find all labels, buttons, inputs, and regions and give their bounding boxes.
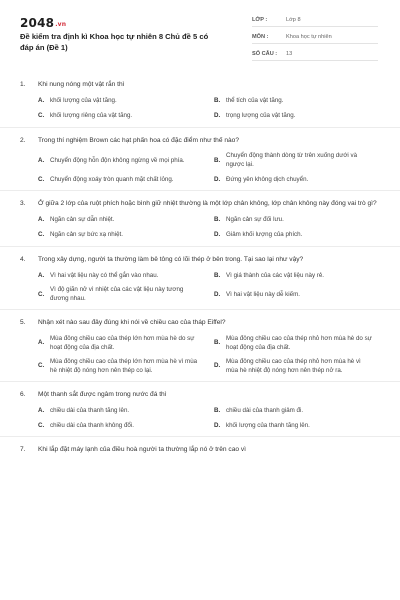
answer-option-c[interactable]	[38, 420, 204, 430]
option-text: Chuyển động xoáy tròn quanh mặt chất lỏng.	[50, 175, 174, 183]
meta-class-value: Lớp 8	[286, 17, 301, 23]
exam-meta	[252, 14, 378, 65]
option-letter: D.	[214, 290, 221, 298]
option-text: Vì độ giãn nở vì nhiệt của các vật liệu này tương đương nhau.	[50, 286, 184, 302]
question-number: 1.	[20, 81, 26, 88]
meta-class-label: LỚP :	[252, 17, 268, 23]
question-body: Một thanh sắt được ngâm trong nước đá thì	[38, 390, 167, 398]
option-letter: C.	[38, 290, 45, 298]
option-letter: C.	[38, 175, 45, 183]
answer-option-d[interactable]	[214, 230, 380, 240]
option-text: khối lượng của vật tăng.	[50, 97, 117, 104]
answer-option-a[interactable]	[38, 334, 204, 352]
option-text: khối lượng riêng của vật tăng.	[50, 112, 133, 119]
question-item	[0, 127, 400, 191]
meta-count-label: SỐ CÂU :	[252, 51, 278, 57]
question-number: 2.	[20, 136, 26, 144]
option-letter: D.	[214, 112, 221, 119]
question-number: 6.	[20, 390, 26, 398]
meta-subject-label: MÔN :	[252, 34, 269, 40]
answer-option-c[interactable]	[38, 174, 204, 184]
question-text	[20, 199, 380, 209]
option-letter: A.	[38, 97, 45, 104]
answer-options	[20, 215, 380, 240]
question-body: Trong xây dựng, người ta thường làm bê tông có lõi thép ở bên trong. Tại sao lại như vậy?	[38, 255, 304, 263]
option-text: Mùa đông chiều cao của thép lớn hơn mùa hè vì mùa hè nhiệt độ nóng hơn nên thép co lại.	[50, 357, 198, 374]
question-item	[0, 246, 400, 310]
option-letter: D.	[214, 231, 221, 238]
answer-options	[20, 270, 380, 303]
option-letter: A.	[38, 406, 45, 414]
exam-title: Đề kiểm tra định kì Khoa học tự nhiên 8 Chủ đề 5 có đáp án (Đề 1)	[20, 32, 209, 52]
option-letter: C.	[38, 421, 45, 429]
option-text: Vì hai vật liệu này có thể gắn vào nhau.	[50, 271, 159, 279]
answer-options	[20, 151, 380, 184]
option-letter: C.	[38, 231, 45, 238]
meta-class-row	[252, 14, 378, 27]
option-text: Chuyển động hỗn độn không ngừng về mọi phía.	[50, 156, 185, 164]
question-number: 5.	[20, 319, 26, 326]
answer-option-c[interactable]	[38, 285, 204, 303]
answer-option-a[interactable]	[38, 215, 204, 225]
answer-option-d[interactable]	[214, 285, 380, 303]
option-letter: A.	[38, 156, 45, 164]
page-header	[0, 0, 400, 72]
option-text: thể tích của vật tăng.	[226, 97, 284, 104]
meta-count-value: 13	[286, 51, 293, 57]
question-text	[20, 80, 380, 90]
answer-option-a[interactable]	[38, 151, 204, 169]
meta-count-row	[252, 48, 378, 61]
option-text: Vì giá thành của các vật liệu này rẻ.	[226, 271, 325, 279]
question-item	[0, 309, 400, 381]
question-body: Ở giữa 2 lớp của ruột phích hoặc bình giữ nhiệt thường là một lớp chân không, lớp chân không này đóng vai trò gì?	[38, 200, 377, 207]
answer-option-d[interactable]	[214, 111, 380, 121]
answer-option-d[interactable]	[214, 174, 380, 184]
answer-option-d[interactable]	[214, 357, 380, 375]
option-text: Mùa đông chiều cao của thép nhỏ hơn mùa hè do sự hoạt động của địa chất.	[226, 334, 372, 351]
option-text: chiều dài của thanh giảm đi.	[226, 406, 304, 414]
question-item	[0, 436, 400, 467]
meta-subject-value: Khoa học tự nhiên	[286, 34, 332, 40]
option-letter: B.	[214, 156, 221, 164]
question-text	[20, 318, 380, 328]
question-item	[0, 72, 400, 127]
answer-option-c[interactable]	[38, 111, 204, 121]
answer-option-d[interactable]	[214, 420, 380, 430]
question-number: 7.	[20, 446, 26, 453]
option-letter: A.	[38, 271, 45, 279]
option-text: Mùa đông chiều cao của thép nhỏ hơn mùa hè vì mùa hè nhiệt độ nóng hơn nên thép nở ra.	[226, 357, 361, 374]
question-body: Khi nung nóng một vật rắn thì	[38, 81, 125, 88]
meta-subject-row	[252, 31, 378, 44]
logo-text: 2048	[20, 16, 55, 30]
option-letter: B.	[214, 406, 221, 414]
option-letter: C.	[38, 362, 45, 369]
question-text	[20, 136, 380, 146]
option-text: Đứng yên không dịch chuyển.	[226, 175, 309, 183]
option-letter: B.	[214, 271, 221, 279]
answer-option-a[interactable]	[38, 96, 204, 106]
option-text: Giảm khối lượng của phích.	[226, 231, 303, 238]
answer-option-b[interactable]	[214, 215, 380, 225]
option-text: Ngăn cản sự dẫn nhiệt.	[50, 216, 115, 223]
question-body: Khi lắp đặt máy lạnh của điều hoà người ta thường lắp nó ở trên cao vì	[38, 446, 247, 453]
option-letter: D.	[214, 421, 221, 429]
question-item	[0, 381, 400, 437]
question-text	[20, 255, 380, 265]
answer-options	[20, 334, 380, 375]
answer-option-b[interactable]	[214, 151, 380, 169]
answer-option-c[interactable]	[38, 357, 204, 375]
logo-tld: .vn	[55, 21, 67, 28]
option-letter: D.	[214, 175, 221, 183]
option-text: khối lượng của thanh tăng lên.	[226, 421, 310, 429]
option-text: Vì hai vật liệu này dễ kiếm.	[226, 290, 300, 298]
answer-option-b[interactable]	[214, 96, 380, 106]
option-letter: A.	[38, 216, 45, 223]
answer-options	[20, 96, 380, 121]
answer-option-b[interactable]	[214, 270, 380, 280]
answer-options	[20, 405, 380, 430]
option-text: Chuyển động thành dòng từ trên xuống dưới và ngược lại.	[226, 152, 358, 168]
answer-option-b[interactable]	[214, 334, 380, 352]
answer-option-c[interactable]	[38, 230, 204, 240]
option-letter: D.	[214, 362, 221, 369]
question-number: 3.	[20, 200, 26, 207]
question-list	[0, 72, 400, 467]
option-letter: A.	[38, 339, 45, 346]
option-letter: B.	[214, 97, 221, 104]
question-item	[0, 190, 400, 246]
option-text: Mùa đông chiều cao của thép lớn hơn mùa hè do sự hoạt động của địa chất.	[50, 334, 195, 351]
option-text: trọng lượng của vật tăng.	[226, 112, 296, 119]
answer-option-b[interactable]	[214, 405, 380, 415]
site-logo[interactable]	[20, 16, 66, 30]
answer-option-a[interactable]	[38, 405, 204, 415]
option-text: Ngăn cản sự đối lưu.	[226, 216, 284, 223]
option-letter: C.	[38, 112, 45, 119]
option-text: chiều dài của thanh tăng lên.	[50, 406, 130, 414]
option-text: chiều dài của thanh không đổi.	[50, 421, 134, 429]
question-text	[20, 390, 380, 400]
option-letter: B.	[214, 216, 221, 223]
question-body: Nhận xét nào sau đây đúng khi nói về chiều cao của tháp Eiffel?	[38, 319, 226, 326]
answer-option-a[interactable]	[38, 270, 204, 280]
question-number: 4.	[20, 255, 26, 263]
question-body: Trong thí nghiệm Brown các hạt phấn hoa có đặc điểm như thế nào?	[38, 136, 240, 144]
option-letter: B.	[214, 339, 221, 346]
question-text	[20, 445, 380, 455]
option-text: Ngăn cản sự bức xạ nhiệt.	[50, 231, 123, 238]
